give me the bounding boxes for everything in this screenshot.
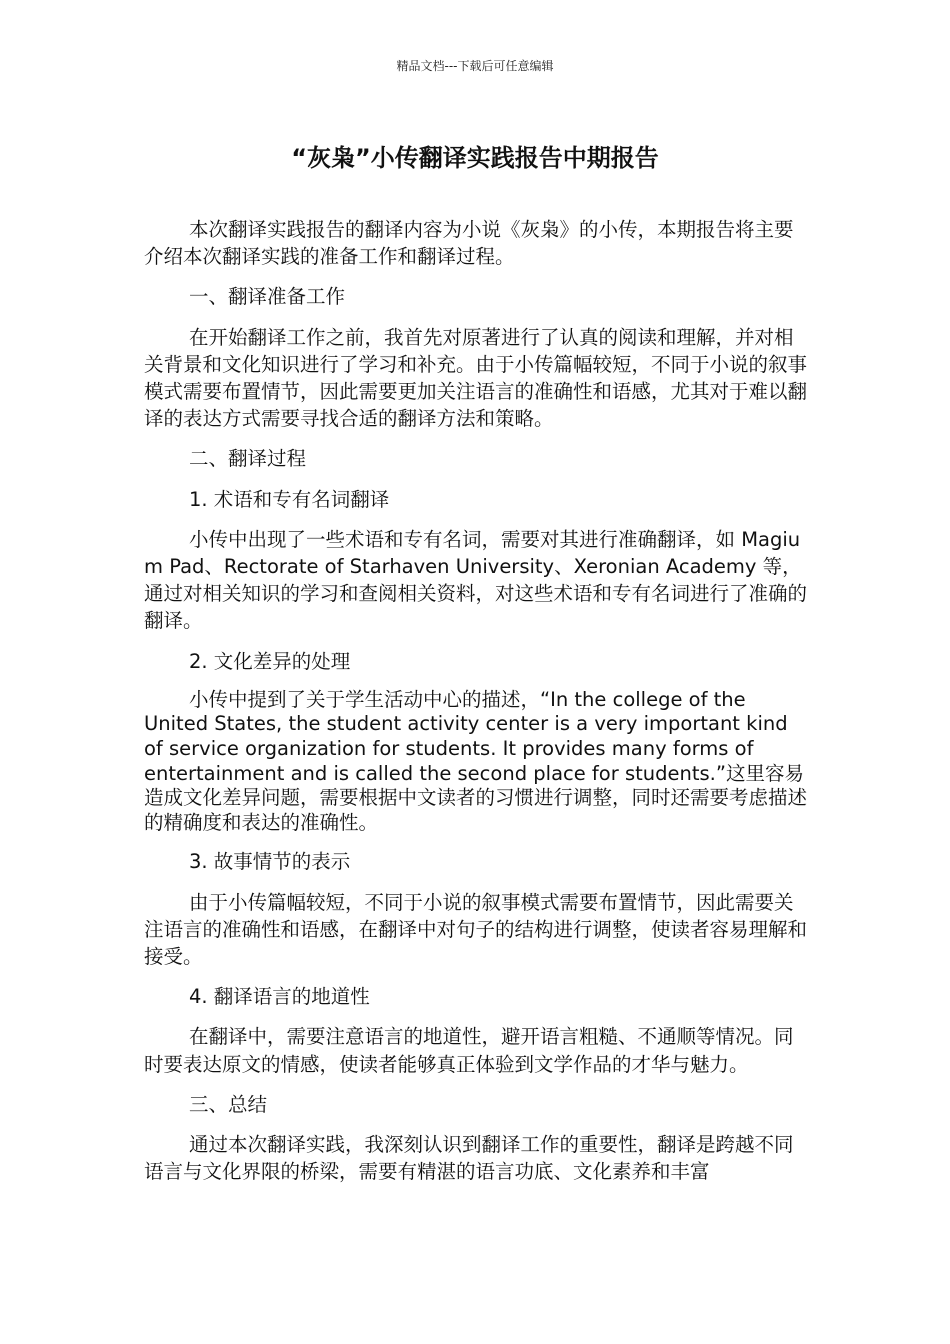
- section-heading-preparation: 一、翻译准备工作: [189, 285, 346, 309]
- document-body: [144, 216, 808, 1198]
- plot-paragraph: 由于小传篇幅较短，不同于小说的叙事模式需要布置情节，因此需要关注语言的准确性和语感，在翻译中对句子的结构进行调整，使读者容易理解和接受。: [144, 890, 808, 969]
- header-note: 精品文档---下载后可任意编辑: [396, 59, 554, 73]
- subheading-terminology: 1. 术语和专有名词翻译: [189, 487, 390, 511]
- cultural-differences-paragraph: 小传中提到了关于学生活动中心的描述，“In the college of the United States, the student activity center is a very important kind of service organization for students. It provides many forms of entertainment and is called the second place for students.”这里容易造成文化差异问题，需要根据中文读者的习惯进行调整，同时还需要考虑描述的精确度和表达的准确性。: [144, 687, 808, 834]
- intro-paragraph: 本次翻译实践报告的翻译内容为小说《灰枭》的小传，本期报告将主要介绍本次翻译实践的准备工作和翻译过程。: [144, 218, 794, 269]
- summary-paragraph: 通过本次翻译实践，我深刻认识到翻译工作的重要性，翻译是跨越不同语言与文化界限的桥梁，需要有精湛的语言功底、文化素养和丰富: [144, 1133, 794, 1184]
- idiomatic-language-paragraph: 在翻译中，需要注意语言的地道性，避开语言粗糙、不通顺等情况。同时要表达原文的情感，使读者能够真正体验到文学作品的才华与魅力。: [144, 1025, 794, 1076]
- terminology-paragraph: 小传中出现了一些术语和专有名词，需要对其进行准确翻译，如 Magium Pad、Rectorate of Starhaven University、Xeronian Academy 等，通过对相关知识的学习和查阅相关资料，对这些术语和专有名词进行了准确的翻译。: [144, 527, 808, 633]
- subheading-plot: 3. 故事情节的表示: [189, 850, 351, 874]
- subheading-cultural-differences: 2. 文化差异的处理: [189, 649, 351, 673]
- preparation-paragraph: 在开始翻译工作之前，我首先对原著进行了认真的阅读和理解，并对相关背景和文化知识进行了学习和补充。由于小传篇幅较短，不同于小说的叙事模式需要布置情节，因此需要更加关注语言的准确性和语感，尤其对于难以翻译的表达方式需要寻找合适的翻译方法和策略。: [144, 325, 808, 431]
- section-heading-process: 二、翻译过程: [189, 447, 307, 471]
- subheading-idiomatic-language: 4. 翻译语言的地道性: [189, 985, 370, 1009]
- document-title: “灰枭”小传翻译实践报告中期报告: [291, 144, 659, 172]
- section-heading-summary: 三、总结: [189, 1092, 268, 1116]
